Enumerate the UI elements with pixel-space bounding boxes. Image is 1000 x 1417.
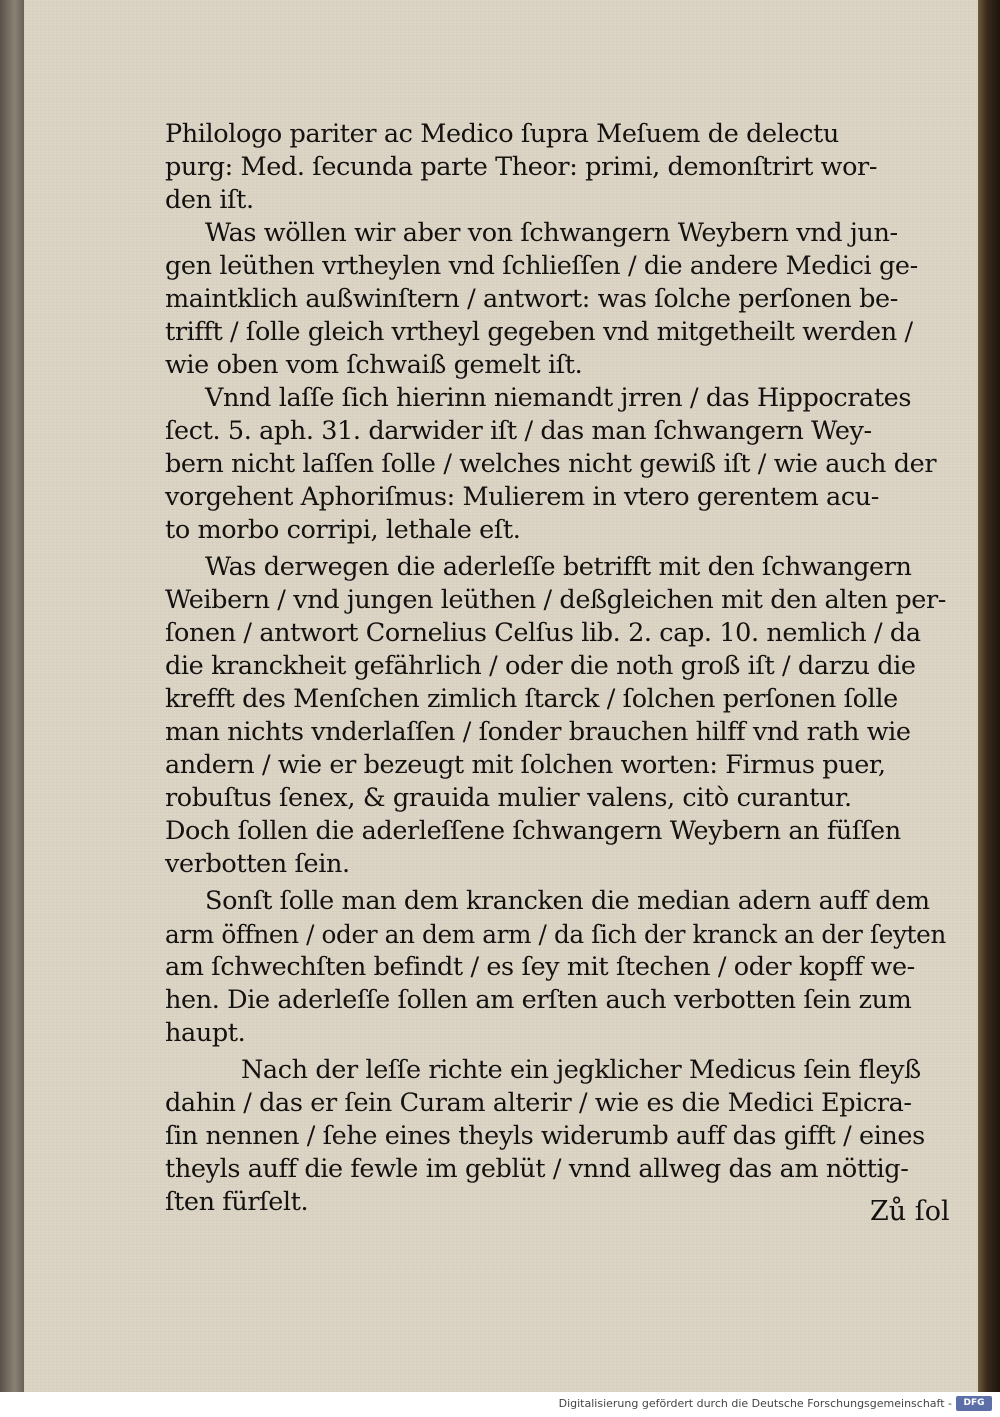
text-line: Weibern / vnd jungen leüthen / deßgleichen mit den alten per- <box>165 585 946 615</box>
text-line: am ſchwechſten befindt / es ſey mit ſtechen / oder kopff we- <box>165 952 915 982</box>
text-line: maintklich außwinſtern / antwort: was ſolche perſonen be- <box>165 284 898 314</box>
text-line: Doch ſollen die aderleſſene ſchwangern Weybern an füſſen <box>165 816 901 846</box>
text-line: hen. Die aderleſſe ſollen am erſten auch verbotten ſein zum <box>165 985 912 1015</box>
page-text <box>165 118 955 1219</box>
text-line: Sonſt ſolle man dem krancken die median adern auff dem <box>205 886 930 916</box>
dfg-logo: DFG <box>956 1396 992 1411</box>
book-left-edge <box>0 0 24 1392</box>
text-line: ſin nennen / ſehe eines theyls widerumb auff das gifft / eines <box>165 1121 925 1151</box>
book-spine-edge <box>978 0 1000 1392</box>
text-line: theyls auff die fewle im geblüt / vnnd allweg das am nöttig- <box>165 1154 909 1184</box>
text-line: die kranckheit gefährlich / oder die noth groß iſt / darzu die <box>165 651 916 681</box>
text-line: arm öffnen / oder an dem arm / da ſich der kranck an der ſeyten <box>165 920 946 949</box>
text-line: robuſtus ſenex, & grauida mulier valens, citò curantur. <box>165 783 852 813</box>
text-line: dahin / das er ſein Curam alterir / wie es die Medici Epicra- <box>165 1088 912 1118</box>
text-line: Nach der leſſe richte ein jegklicher Medicus ſein fleyß <box>241 1055 921 1085</box>
text-line: ſect. 5. aph. 31. darwider iſt / das man ſchwangern Wey- <box>165 416 872 446</box>
text-line: ſten fürſelt. <box>165 1187 309 1217</box>
text-line: purg: Med. ſecunda parte Theor: primi, demonſtrirt wor- <box>165 152 878 182</box>
text-line: haupt. <box>165 1018 246 1048</box>
text-line: Was wöllen wir aber von ſchwangern Weybern vnd jun- <box>205 218 898 248</box>
text-line: andern / wie er bezeugt mit ſolchen worten: Firmus puer, <box>165 750 886 780</box>
text-line: Was derwegen die aderleſſe betrifft mit den ſchwangern <box>205 552 912 582</box>
text-line: Vnnd laſſe ſich hierinn niemandt jrren / das Hippocrates <box>205 383 912 413</box>
catchword: Zů ſol <box>870 1196 950 1227</box>
text-line: vorgehent Aphoriſmus: Mulierem in vtero gerentem acu- <box>165 482 879 512</box>
text-line: ſonen / antwort Cornelius Celſus lib. 2. cap. 10. nemlich / da <box>165 618 921 648</box>
text-line: Philologo pariter ac Medico ſupra Meſuem de delectu <box>165 119 839 149</box>
footer-bar <box>0 1392 1000 1417</box>
text-line: wie oben vom ſchwaiß gemelt iſt. <box>165 350 583 380</box>
text-line: verbotten ſein. <box>165 849 350 879</box>
text-line: man nichts vnderlaſſen / ſonder brauchen hilff vnd rath wie <box>165 717 911 747</box>
text-line: gen leüthen vrtheylen vnd ſchlieſſen / die andere Medici ge- <box>165 251 918 281</box>
text-line: to morbo corripi, lethale eſt. <box>165 515 521 545</box>
text-line: den iſt. <box>165 185 254 215</box>
text-line: trifft / ſolle gleich vrtheyl gegeben vnd mitgetheilt werden / <box>165 317 913 347</box>
text-line: bern nicht laſſen ſolle / welches nicht gewiß iſt / wie auch der <box>165 449 937 479</box>
funding-credit: Digitalisierung gefördert durch die Deutsche Forschungsgemeinschaft - <box>558 1397 952 1410</box>
text-line: krefft des Menſchen zimlich ſtarck / ſolchen perſonen ſolle <box>165 684 898 714</box>
